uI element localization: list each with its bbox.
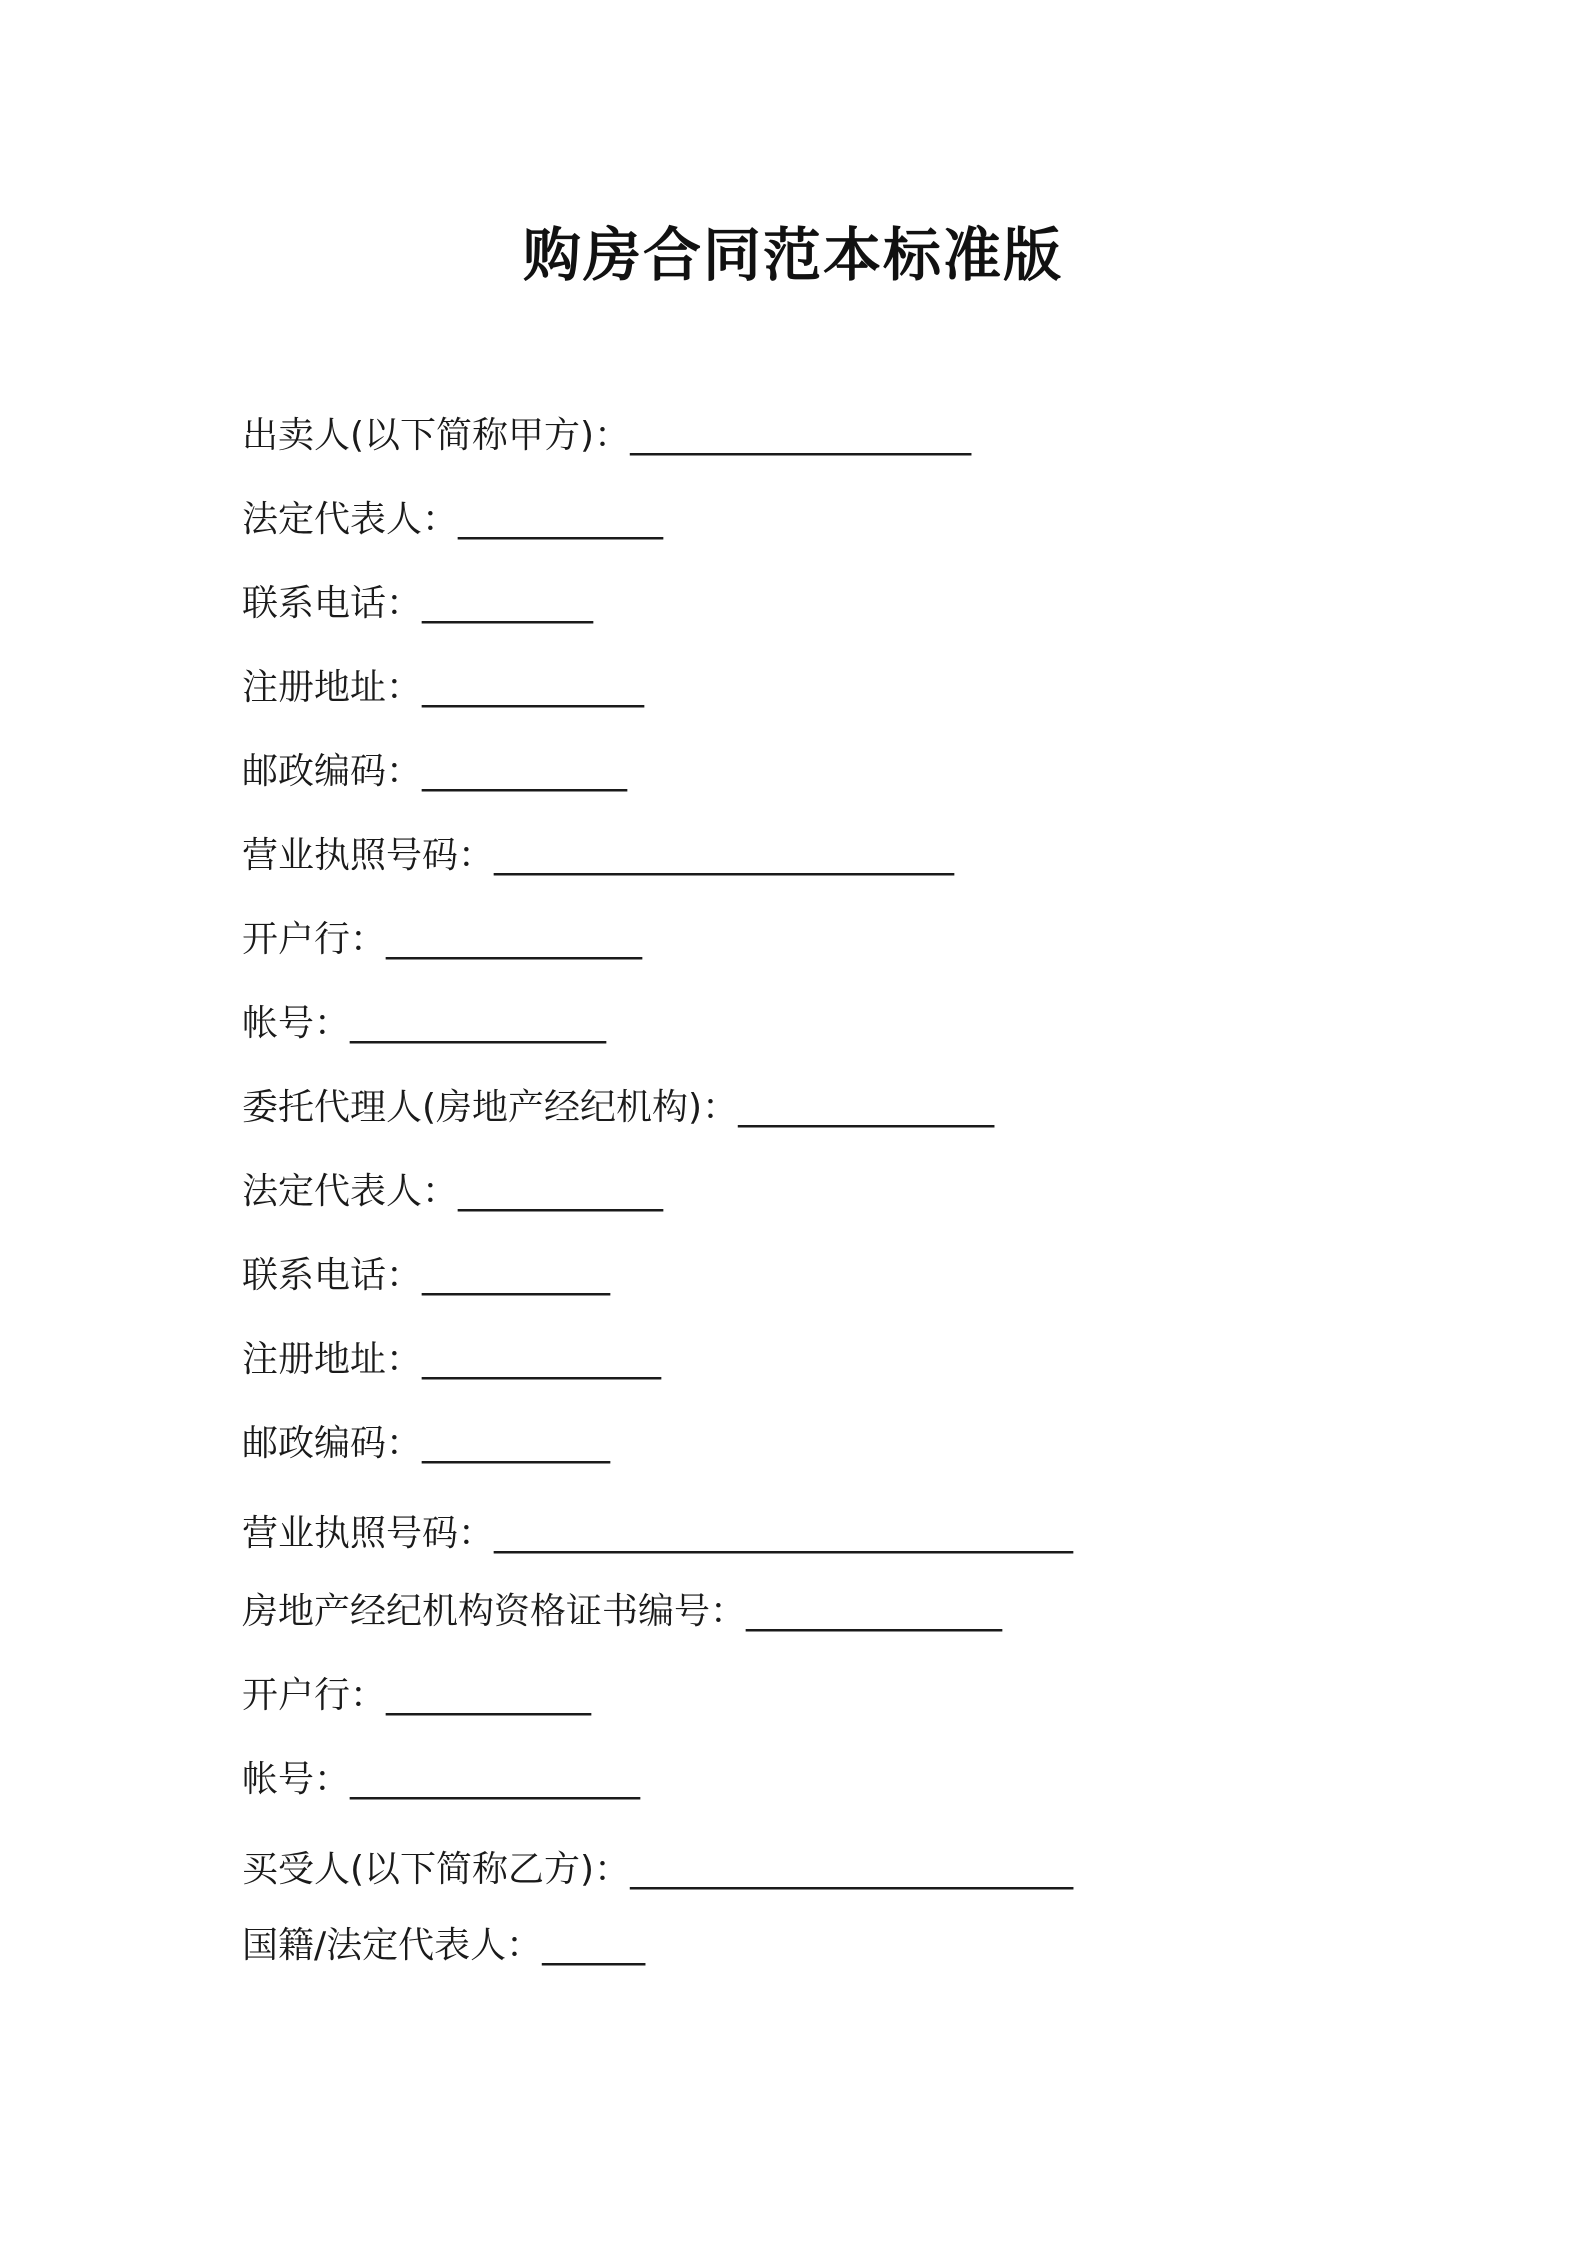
field-label: 邮政编码： xyxy=(242,1423,423,1464)
seller-address-field xyxy=(242,664,643,712)
seller-phone-field xyxy=(242,580,592,628)
field-blank: ___________ xyxy=(422,1423,610,1464)
field-blank: __________________________ xyxy=(630,1849,1073,1890)
field-label: 国籍/法定代表人： xyxy=(242,1925,543,1966)
agent-address-field xyxy=(242,1336,660,1384)
document-title: 购房合同范本标准版 xyxy=(522,221,1063,289)
field-label: 营业执照号码： xyxy=(242,1513,495,1554)
field-label: 帐号： xyxy=(242,1003,351,1044)
field-label: 注册地址： xyxy=(242,667,423,708)
field-blank: ___________ xyxy=(422,1255,610,1296)
seller-field xyxy=(242,412,970,460)
field-label: 开户行： xyxy=(242,919,387,960)
field-blank: _______________ xyxy=(350,1003,606,1044)
field-label: 法定代表人： xyxy=(242,1171,459,1212)
agent-phone-field xyxy=(242,1252,609,1300)
field-blank: ____________ xyxy=(458,1171,663,1212)
field-blank: ___________________________ xyxy=(494,835,954,876)
agent-bank-field xyxy=(242,1672,590,1720)
field-blank: _______________ xyxy=(386,919,642,960)
field-blank: ____________ xyxy=(386,1675,591,1716)
field-label: 注册地址： xyxy=(242,1339,423,1380)
agent-certificate-field xyxy=(242,1588,1001,1636)
field-blank: __________________________________ xyxy=(494,1513,1073,1554)
buyer-field xyxy=(242,1846,1072,1894)
field-label: 邮政编码： xyxy=(242,751,423,792)
field-label: 出卖人(以下简称甲方)： xyxy=(242,415,631,456)
field-label: 房地产经纪机构资格证书编号： xyxy=(242,1591,747,1632)
field-blank: ____________________ xyxy=(630,415,971,456)
field-blank: ______________ xyxy=(422,1339,661,1380)
field-blank: ____________ xyxy=(458,499,663,540)
field-label: 法定代表人： xyxy=(242,499,459,540)
field-label: 联系电话： xyxy=(242,583,423,624)
field-blank: _______________ xyxy=(746,1591,1002,1632)
field-label: 营业执照号码： xyxy=(242,835,495,876)
seller-license-field xyxy=(242,832,953,880)
field-label: 开户行： xyxy=(242,1675,387,1716)
agent-account-field xyxy=(242,1756,639,1804)
field-blank: ____________ xyxy=(422,751,627,792)
agent-postcode-field xyxy=(242,1420,609,1468)
seller-bank-field xyxy=(242,916,641,964)
seller-legal-rep-field xyxy=(242,496,662,544)
field-blank: _____________ xyxy=(422,667,644,708)
seller-postcode-field xyxy=(242,748,626,796)
field-blank: _________________ xyxy=(350,1759,640,1800)
field-label: 委托代理人(房地产经纪机构)： xyxy=(242,1087,739,1128)
field-blank: ______ xyxy=(542,1925,645,1966)
buyer-nationality-field xyxy=(242,1922,644,1970)
seller-account-field xyxy=(242,1000,605,1048)
field-blank: __________ xyxy=(422,583,593,624)
field-blank: _______________ xyxy=(738,1087,994,1128)
agent-license-field xyxy=(242,1510,1072,1558)
field-label: 帐号： xyxy=(242,1759,351,1800)
agent-legal-rep-field xyxy=(242,1168,662,1216)
field-label: 联系电话： xyxy=(242,1255,423,1296)
field-label: 买受人(以下简称乙方)： xyxy=(242,1849,631,1890)
agent-field xyxy=(242,1084,993,1132)
